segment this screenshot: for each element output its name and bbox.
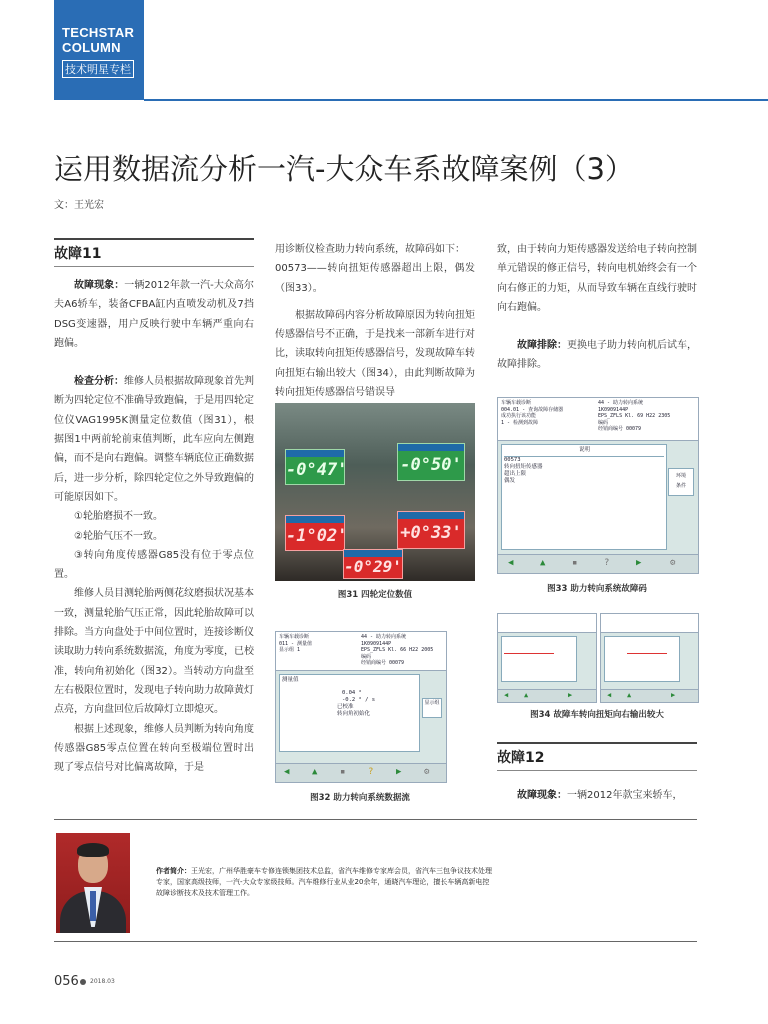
col3-paragraph-3 — [497, 786, 697, 805]
issue-date: 2018.03 — [90, 978, 115, 985]
section-heading-12: 故障12 — [497, 750, 545, 766]
paragraph-4: 维修人员目测轮胎两侧花纹磨损状况基本一致，测量轮胎气压正常，因此轮胎故障可以排除。当方向盘处于中间位置时，连接诊断仪读取助力转向系统数据流，角度为零度，已校准，转向角初始化（图32）。当转动方向盘至左右极限位置时，发现电子转向助力故障黄灯点亮，方向盘回位后故障灯立即熄灭。 — [54, 588, 254, 716]
col2-paragraph-3: 根据故障码内容分析故障原因为转向扭矩传感器信号不正确，于是找来一部新车进行对比，读取转向扭矩传感器信号，发现故障车转向扭矩右输出较大（图34），由此判断故障为转向扭矩传感器信号错误导 — [275, 309, 475, 399]
fig32-toolbar — [276, 763, 446, 782]
label-check: 检查分析： — [74, 376, 124, 388]
col3-section-rule — [497, 770, 697, 771]
footer-bottom-rule — [54, 941, 697, 942]
article-author: 文：王光宏 — [54, 200, 104, 211]
help-icon: ? — [368, 767, 374, 777]
settings-icon: ⚙ — [424, 767, 430, 777]
text-symptom-12: 一辆2012年款宝来轿车， — [567, 790, 683, 801]
fig33-toolbar — [498, 554, 698, 573]
text-fix: 更换电子助力转向机后试车，故障排除。 — [497, 340, 697, 371]
alignment-value-5: -0°29' — [343, 549, 403, 579]
list-item-3: ③转向角度传感器G85没有位于零点位置。 — [54, 549, 254, 581]
up-arrow-icon: ▲ — [312, 767, 318, 777]
back-arrow-icon: ◀ — [284, 767, 290, 777]
col3-top-rule — [497, 742, 697, 744]
forward-arrow-icon: ▶ — [636, 558, 642, 568]
header-rule — [144, 99, 768, 101]
figure-31-alignment-photo — [275, 403, 475, 581]
bullet-dot — [80, 979, 86, 985]
col2-paragraph-1: 用诊断仪检查助力转向系统，故障码如下： — [275, 244, 465, 255]
section-heading-11: 故障11 — [54, 246, 102, 262]
author-bio — [156, 866, 496, 899]
back-arrow-icon: ◀ — [508, 558, 514, 568]
bio-label: 作者简介： — [156, 867, 191, 875]
figure-32-screen — [275, 631, 447, 783]
column-badge-line2: COLUMN — [62, 40, 121, 55]
paragraph-check — [54, 372, 254, 507]
alignment-value-1: -0°47' — [285, 449, 345, 485]
column-1 — [54, 276, 254, 777]
fig32-group-button: 显示组 — [422, 698, 442, 718]
paragraph-symptom — [54, 276, 254, 353]
col2-paragraph-2: 00573——转向扭矩传感器超出上限，偶发（图33）。 — [275, 263, 475, 294]
column-badge-line3: 技术明星专栏 — [62, 60, 134, 78]
fig32-hdr-l2: 011 - 测量值 — [279, 640, 313, 647]
help-icon: ? — [604, 558, 610, 568]
text-symptom: 一辆2012年款一汽-大众高尔夫A6轿车，装备CFBA缸内直喷发动机及7挡DSG变速器，用户反映行驶中车辆严重向右跑偏。 — [54, 280, 254, 349]
print-icon: ▪ — [572, 558, 578, 568]
alignment-value-2: -0°50' — [397, 443, 465, 481]
alignment-value-4: +0°33' — [397, 511, 465, 549]
list-item-1: ①轮胎磨损不一致。 — [74, 511, 163, 523]
figure-34-screen-normal: ◀ ▲ ▶ — [600, 613, 699, 703]
col3-paragraph-2 — [497, 336, 697, 375]
page-number: 056 — [54, 974, 79, 989]
col1-section-rule — [54, 266, 254, 267]
fig32-hdr-right: 44 - 助力转向系统 1K0909144P EPS_ZFLS Kl. 66 H22 2005 编码 经销商编号 00079 — [361, 634, 434, 666]
column-badge-line1: TECHSTAR — [62, 25, 135, 40]
fig33-env-button: 环境 条件 — [668, 468, 694, 496]
figure-34-caption: 图34 故障车转向扭矩向右输出较大 — [530, 710, 664, 720]
column-2 — [275, 240, 475, 402]
fig32-hdr-l3: 显示组 1 — [279, 647, 301, 653]
article-title: 运用数据流分析一汽-大众车系故障案例（3） — [54, 152, 634, 186]
figure-32-caption: 图32 助力转向系统数据流 — [310, 793, 410, 803]
text-check: 维修人员根据故障现象首先判断为四轮定位不准确导致跑偏，于是用四轮定位仪VAG1995K测量定位数值（图31），根据图1中两前轮前束值判断，此车应向左侧跑偏，而不是向右跑偏。调整车辆底位正确数据后，进一步分析，除四轮定位之外导致跑偏的可能原因如下。 — [54, 376, 254, 503]
column-3 — [497, 240, 697, 375]
column-3-continued — [497, 786, 697, 805]
col1-top-rule — [54, 238, 254, 240]
settings-icon: ⚙ — [670, 558, 676, 568]
footer-top-rule — [54, 819, 697, 820]
figure-33-caption: 图33 助力转向系统故障码 — [547, 584, 647, 594]
fig32-header — [276, 632, 446, 671]
fig33-fault-list: 说明 00573 转向扭矩传感器 超出上限 偶发 — [501, 444, 667, 550]
print-icon: ▪ — [340, 767, 346, 777]
label-symptom: 故障现象： — [74, 280, 125, 291]
label-symptom-12: 故障现象： — [517, 790, 567, 801]
fig32-values-panel: 测量值 0.04 ° -0.2 ° / s 已校准 转向角初始化 — [279, 674, 420, 752]
figure-31-caption: 图31 四轮定位数值 — [337, 590, 413, 600]
fig32-hdr-l1: 车辆车载诊断 — [279, 634, 310, 640]
list-item-2: ②轮胎气压不一致。 — [74, 530, 163, 542]
label-fix: 故障排除： — [517, 340, 567, 352]
up-arrow-icon: ▲ — [540, 558, 546, 568]
author-portrait — [56, 833, 130, 933]
forward-arrow-icon: ▶ — [396, 767, 402, 777]
bio-text: 王光宏，广州华胜豪车专修连锁集团技术总监，省汽车维修专家库会员，省汽车三包争议技术处理专家，国家高级技师，一汽-大众专家级技师。汽车维修行业从业20余年，通晓汽车理论，擅长车辆高新电控故障诊断技术及技术管理工作。 — [156, 867, 492, 897]
paragraph-5: 根据上述现象，维修人员判断为转向角度传感器G85零点位置在转向至极端位置时出现了零点信号对比偏离故障，于是 — [54, 723, 254, 774]
fig33-header: 车辆车载诊断 004.01 - 查询故障存储器 成功执行该功能 1 - 检测到故障 44 - 助力转向系统 1K0909144P EPS_ZFLS Kl. 69 H22 2305 编码 经销商编号 00079 — [498, 398, 698, 441]
col3-paragraph-1: 致，由于转向力矩传感器发送给电子转向控制单元错误的修正信号，转向电机始终会有一个向右修正的力矩，从而导致车辆在直线行驶时向右跑偏。 — [497, 244, 697, 313]
figure-34-screen-faulty: ◀ ▲ ▶ — [497, 613, 597, 703]
alignment-value-3: -1°02' — [285, 515, 345, 551]
figure-33-screen — [497, 397, 699, 574]
column-badge — [54, 0, 144, 100]
